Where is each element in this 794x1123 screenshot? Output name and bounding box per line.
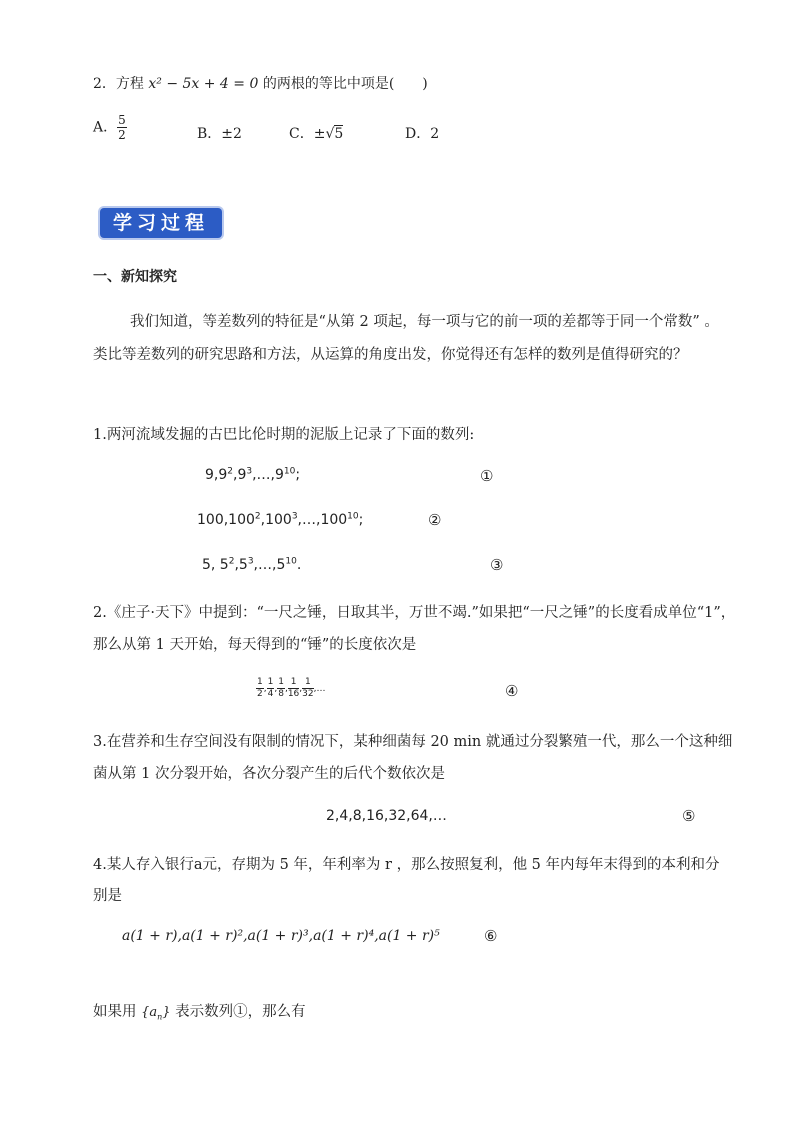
sequence-2: [197, 512, 363, 528]
seq2-exp2: 3: [291, 511, 298, 522]
seq3-end: .: [296, 557, 302, 573]
sequence-5: 2,4,8,16,32,64,…: [326, 808, 447, 824]
symbol-close: }: [162, 1005, 171, 1020]
item-2-line-2: 那么从第 1 天开始，每天得到的“锤”的长度依次是: [93, 637, 417, 653]
symbol-subscript: n: [157, 1012, 163, 1022]
item-4-line-2: 别是: [93, 888, 122, 904]
closing-line: [93, 1000, 306, 1022]
fraction-denominator: 2: [257, 689, 263, 699]
sequence-6: a(1 + r),a(1 + r)²,a(1 + r)³,a(1 + r)⁴,a(1 + r)⁵: [122, 928, 440, 944]
closing-prefix: 如果用: [93, 1004, 142, 1020]
q2-prefix: 2．方程: [93, 76, 149, 92]
option-c: [289, 123, 343, 143]
fraction-denominator: 16: [287, 689, 300, 699]
seq3-mid2: ,…,5: [253, 557, 286, 573]
option-a-numerator: 5: [118, 113, 126, 127]
mark-3: ③: [490, 556, 504, 574]
option-c-prefix: C．±: [289, 126, 326, 142]
seq2-base: 100,100: [197, 512, 255, 528]
seq3-exp3: 10: [285, 556, 297, 567]
sequence-1: [205, 467, 300, 483]
mark-5: ⑤: [682, 807, 696, 825]
option-b: B．±2: [197, 126, 242, 142]
fraction-sixteenth: [288, 678, 299, 699]
fraction-eighth: [277, 678, 285, 699]
fraction-numerator: 1: [257, 677, 263, 687]
seq1-base: 9,9: [205, 467, 228, 483]
mark-1: ①: [480, 467, 494, 485]
fraction-numerator: 1: [267, 677, 274, 687]
sequence-3: [202, 557, 301, 573]
question-2-stem: [93, 73, 428, 93]
fraction-half: [256, 678, 264, 699]
seq1-mid1: ,9: [233, 467, 247, 483]
intro-line-2: 类比等差数列的研究思路和方法，从运算的角度出发，你觉得还有怎样的数列是值得研究的？: [93, 347, 688, 363]
section-badge: 学习过程: [100, 208, 222, 238]
intro-line-1: 我们知道，等差数列的特征是“从第 2 项起，每一项与它的前一项的差都等于同一个常数” 。: [130, 314, 719, 330]
fraction-numerator: 1: [302, 678, 313, 689]
fraction-denominator: 8: [278, 689, 284, 699]
sequence-symbol: [141, 1005, 170, 1020]
seq1-exp3: 10: [283, 466, 296, 477]
fraction-numerator: 1: [288, 678, 299, 689]
option-a-label: A．: [93, 119, 118, 136]
mark-4: ④: [505, 682, 519, 700]
fraction-quarter: [267, 678, 275, 699]
mark-2: ②: [428, 511, 442, 529]
mark-6: ⑥: [484, 927, 498, 945]
seq2-end: ;: [358, 512, 364, 528]
section-title: 一、新知探究: [93, 269, 177, 285]
item-4-line-1: 4.某人存入银行a元，存期为 5 年，年利率为 r ，那么按照复利，他 5 年内每年末得到的本利和分: [93, 857, 720, 873]
item-1-text: 1.两河流域发掘的古巴比伦时期的泥版上记录了下面的数列:: [93, 427, 475, 443]
sqrt-icon: √: [325, 126, 335, 142]
seq2-exp1: 2: [254, 511, 261, 522]
seq2-mid2: ,…,100: [297, 512, 348, 528]
fraction-thirtysecond: [302, 678, 313, 699]
seq1-end: ;: [295, 467, 301, 483]
seq3-exp2: 3: [247, 556, 254, 567]
option-a-denominator: 2: [118, 128, 126, 142]
seq1-exp2: 3: [246, 466, 253, 477]
option-c-radicand: 5: [334, 126, 344, 142]
q2-suffix: 的两根的等比中项是( ): [258, 76, 428, 92]
option-d: D．2: [405, 126, 440, 142]
fraction-denominator: 32: [302, 689, 314, 699]
fractions-tail: ,…: [313, 684, 326, 694]
seq3-mid1: ,5: [234, 557, 248, 573]
option-a-fraction: [117, 114, 127, 141]
symbol-a: {a: [141, 1005, 158, 1020]
item-3-line-2: 菌从第 1 次分裂开始，各次分裂产生的后代个数依次是: [93, 766, 445, 782]
item-2-line-1: 2.《庄子·天下》中提到：“一尺之锤，日取其半，万世不竭.”如果把“一尺之锤”的长度看成单位“1”，: [93, 605, 736, 621]
item-2-fractions: $\frac{1}{2}$ , $\frac{1}{4}$ , $\frac{1}{8}$ , $\frac{1}{16}$ , $\frac{1}{32}$ ,…: [257, 677, 326, 699]
fraction-numerator: 1: [278, 677, 284, 687]
item-3-line-1: 3.在营养和生存空间没有限制的情况下，某种细菌每 20 min 就通过分裂繁殖一代，那么一个这种细: [93, 734, 733, 750]
fraction-denominator: 4: [267, 689, 274, 699]
seq2-mid1: ,100: [260, 512, 292, 528]
option-a: [93, 114, 127, 141]
seq1-mid2: ,…,9: [252, 467, 284, 483]
seq3-base: 5, 5: [202, 557, 229, 573]
seq2-exp3: 10: [347, 511, 359, 522]
closing-suffix: 表示数列①，那么有: [170, 1004, 306, 1020]
q2-equation: x² − 5x + 4 = 0: [148, 76, 259, 92]
seq3-exp1: 2: [228, 556, 235, 567]
seq1-exp1: 2: [227, 466, 233, 477]
